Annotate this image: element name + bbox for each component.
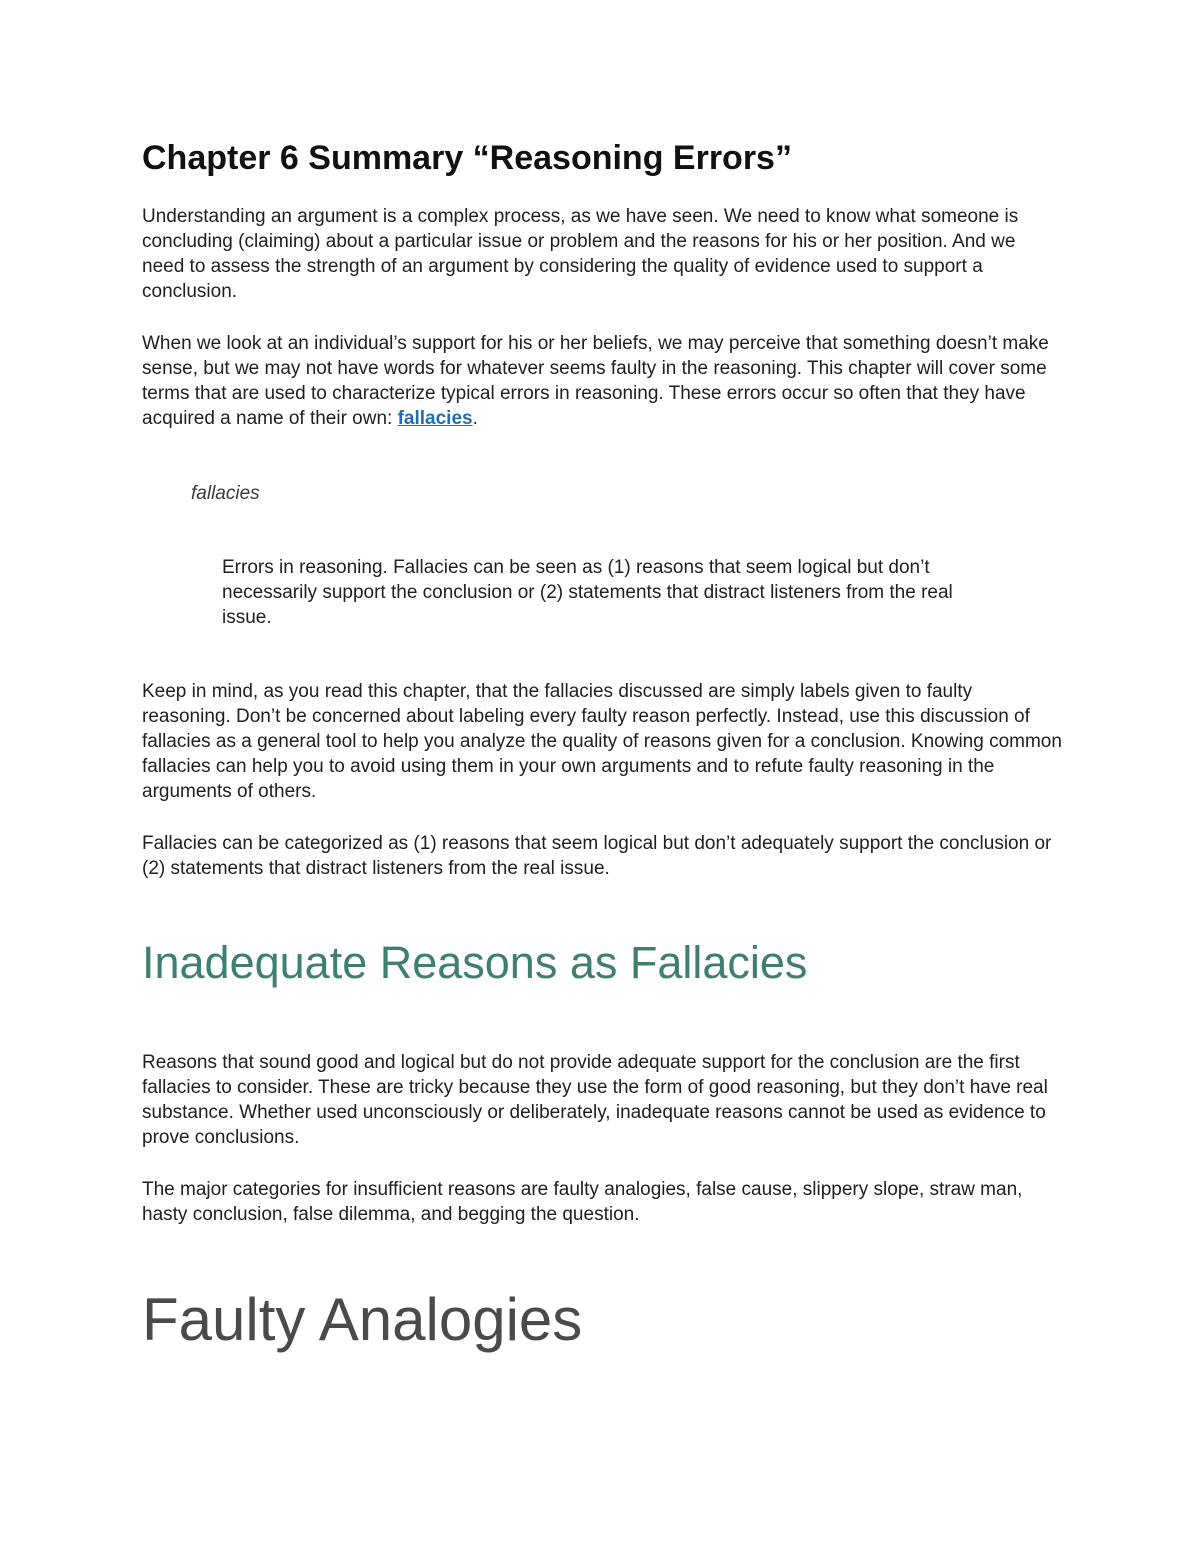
paragraph-major-categories: The major categories for insufficient reasons are faulty analogies, false cause, slippery slope, straw man, hasty conclusion, false dilemma, and begging the question. <box>142 1178 1023 1225</box>
glossary-definition: Errors in reasoning. Fallacies can be seen as (1) reasons that seem logical but don’t necessarily support the conclusion or (2) statements that distract listeners from the real issue. <box>222 556 953 628</box>
paragraph-inadequate-reasons: Reasons that sound good and logical but do not provide adequate support for the conclusion are the first fallacies to consider. These are tricky because they use the form of good reasoning, but they don’t have real substance. Whether used unconsciously or deliberately, inadequate reasons cannot be used as evidence to prove conclusions. <box>142 1051 1048 1148</box>
paragraph-fallacies-end: . <box>472 407 478 429</box>
paragraph-fallacies-text: When we look at an individual’s support for his or her beliefs, we may perceive that something doesn’t make sense, but we may not have words for whatever seems faulty in the reasoning. This chapter will cover some terms that are used to characterize typical errors in reasoning. These errors occur so often that they have acquired a name of their own: <box>142 332 1049 429</box>
subsection-heading: Faulty Analogies <box>142 1285 583 1353</box>
document-body <box>142 138 1062 1356</box>
glossary-term: fallacies <box>191 482 260 504</box>
paragraph-intro: Understanding an argument is a complex process, as we have seen. We need to know what someone is concluding (claiming) about a particular issue or problem and the reasons for his or her position. And we need to assess the strength of an argument by considering the quality of evidence used to support a conclusion. <box>142 205 1019 302</box>
page-title: Chapter 6 Summary “Reasoning Errors” <box>142 139 792 177</box>
paragraph-fallacies-intro <box>142 331 1062 431</box>
section-heading: Inadequate Reasons as Fallacies <box>142 936 808 988</box>
paragraph-categories: Fallacies can be categorized as (1) reasons that seem logical but don’t adequately support the conclusion or (2) statements that distract listeners from the real issue. <box>142 832 1052 879</box>
paragraph-keep-in-mind: Keep in mind, as you read this chapter, that the fallacies discussed are simply labels given to faulty reasoning. Don’t be concerned about labeling every faulty reason perfectly. Instead, use this discussion of fallacies as a general tool to help you analyze the quality of reasons given for a conclusion. Knowing common fallacies can help you to avoid using them in your own arguments and to refute faulty reasoning in the arguments of others. <box>142 680 1062 802</box>
fallacies-link[interactable]: fallacies <box>397 407 473 429</box>
